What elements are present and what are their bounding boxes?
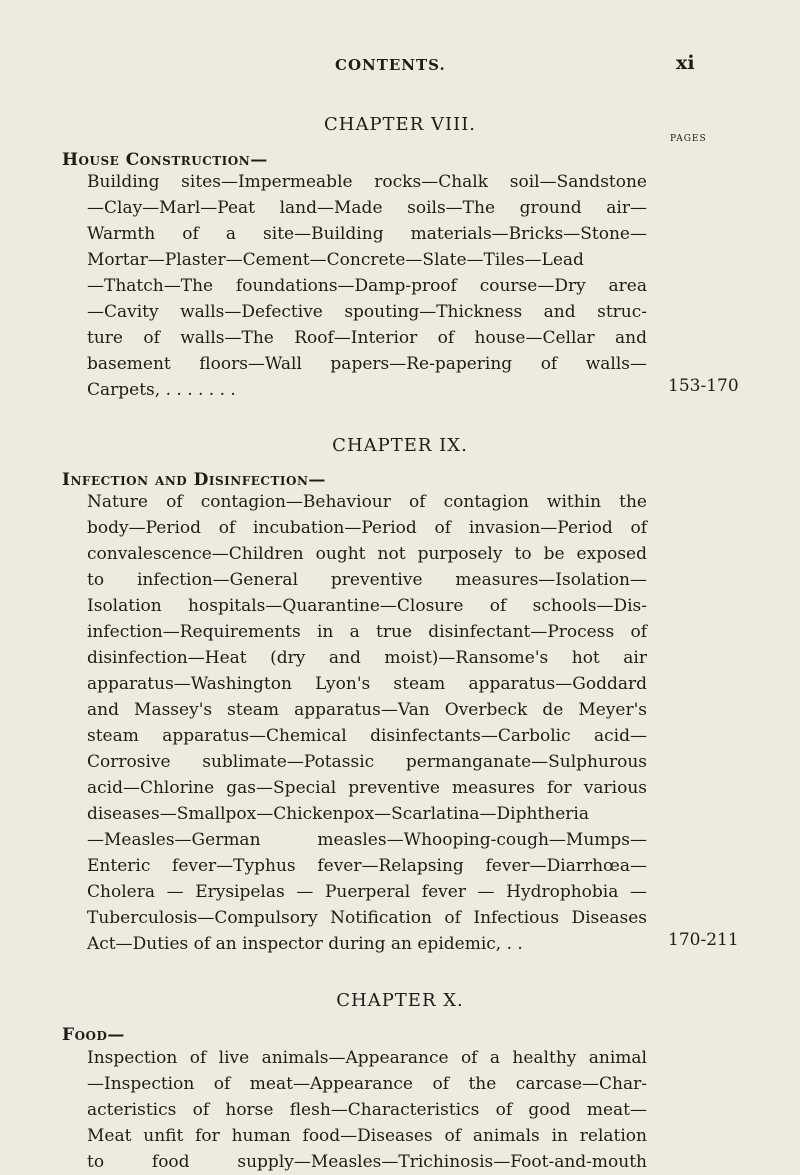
summary-line: diseases—Smallpox—Chickenpox—Scarlatina—Diphtheria	[87, 804, 589, 824]
summary-line: basement floors—Wall papers—Re-papering of walls—	[87, 354, 647, 374]
chapter-heading: CHAPTER X.	[336, 990, 464, 1011]
summary-line: acteristics of horse flesh—Characteristics of good meat—	[87, 1100, 647, 1120]
page-number: xi	[676, 52, 695, 74]
summary-line: —Clay—Marl—Peat land—Made soils—The ground air—	[87, 198, 647, 218]
page-range: 170-211	[668, 930, 739, 950]
summary-line: Tuberculosis—Compulsory Notification of Infectious Diseases	[87, 908, 647, 928]
summary-line: Building sites—Impermeable rocks—Chalk soil—Sandstone	[87, 172, 647, 192]
summary-line: to infection—General preventive measures—Isolation—	[87, 570, 647, 590]
pages-column-label: PAGES	[670, 134, 707, 144]
summary-line: infection—Requirements in a true disinfectant—Process of	[87, 622, 647, 642]
summary-line: Carpets, . . . . . . .	[87, 380, 236, 400]
chapter-heading: CHAPTER VIII.	[323, 114, 477, 135]
summary-line: Isolation hospitals—Quarantine—Closure of schools—Dis-	[87, 596, 647, 616]
summary-line: ture of walls—The Roof—Interior of house—Cellar and	[87, 328, 647, 348]
summary-line: —Measles—German measles—Whooping-cough—Mumps—	[87, 830, 647, 850]
summary-line: —Cavity walls—Defective spouting—Thickness and struc-	[87, 302, 647, 322]
summary-line: —Inspection of meat—Appearance of the carcase—Char-	[87, 1074, 647, 1094]
section-heading: Infection and Disinfection—	[62, 470, 326, 490]
chapter-heading: CHAPTER IX.	[332, 435, 468, 456]
summary-line: Meat unfit for human food—Diseases of animals in relation	[87, 1126, 647, 1146]
summary-line: steam apparatus—Chemical disinfectants—Carbolic acid—	[87, 726, 647, 746]
chapter-summary	[87, 169, 647, 403]
summary-line: convalescence—Children ought not purposely to be exposed	[87, 544, 647, 564]
section-heading: House Construction—	[62, 150, 268, 170]
summary-line: and Massey's steam apparatus—Van Overbeck de Meyer's	[87, 700, 647, 720]
summary-line: acid—Chlorine gas—Special preventive measures for various	[87, 778, 647, 798]
summary-line: Act—Duties of an inspector during an epidemic, . .	[87, 934, 523, 954]
summary-line: Enteric fever—Typhus fever—Relapsing fever—Diarrhœa—	[87, 856, 647, 876]
summary-line: Nature of contagion—Behaviour of contagion within the	[87, 492, 647, 512]
summary-line: Warmth of a site—Building materials—Bricks—Stone—	[87, 224, 647, 244]
summary-line: —Thatch—The foundations—Damp-proof course—Dry area	[87, 276, 647, 296]
summary-line: Inspection of live animals—Appearance of a healthy animal	[87, 1048, 647, 1068]
summary-line: Cholera — Erysipelas — Puerperal fever — Hydrophobia —	[87, 882, 647, 902]
chapter-summary	[87, 489, 647, 957]
summary-line: apparatus—Washington Lyon's steam apparatus—Goddard	[87, 674, 647, 694]
running-title: CONTENTS.	[335, 56, 446, 74]
page-range: 153-170	[668, 376, 739, 396]
running-header	[0, 52, 800, 80]
summary-line: to food supply—Measles—Trichinosis—Foot-and-mouth	[87, 1152, 647, 1172]
summary-line: body—Period of incubation—Period of invasion—Period of	[87, 518, 647, 538]
chapter-summary	[87, 1045, 647, 1175]
section-heading: Food—	[62, 1025, 125, 1045]
summary-line: Corrosive sublimate—Potassic permanganate—Sulphurous	[87, 752, 647, 772]
summary-line: Mortar—Plaster—Cement—Concrete—Slate—Tiles—Lead	[87, 250, 584, 270]
summary-line: disinfection—Heat (dry and moist)—Ransome's hot air	[87, 648, 647, 668]
